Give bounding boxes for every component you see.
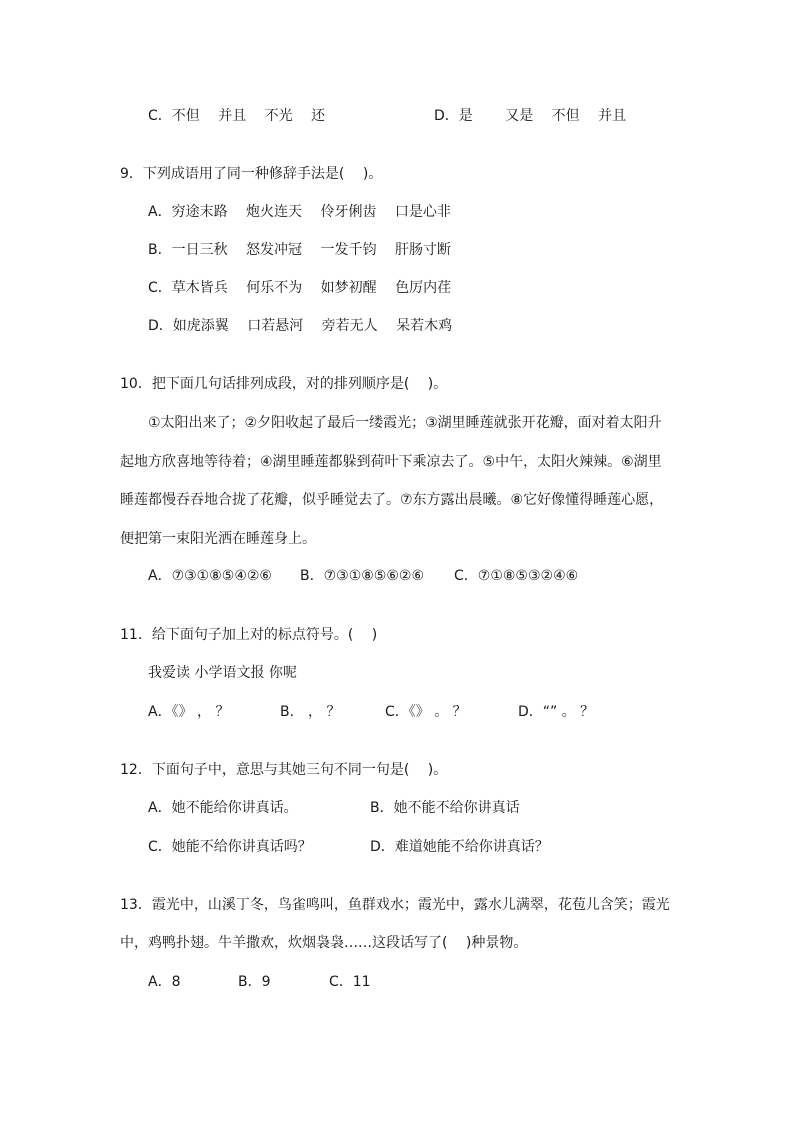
q10-passage-line: 睡莲都慢吞吞地合拢了花瓣，似乎睡觉去了。⑦东方露出晨曦。⑧它好像懂得睡莲心愿， xyxy=(120,492,664,508)
q10-passage-line: ①太阳出来了；②夕阳收起了最后一缕霞光；③湖里睡莲就张开花瓣，面对着太阳升 xyxy=(120,415,662,431)
q12-options-row2 xyxy=(148,837,628,857)
q10-passage xyxy=(120,404,680,558)
q13-option-a: A．8 xyxy=(148,974,181,990)
q11-option-c: C．《》 。 ？ xyxy=(385,704,467,720)
q13-stem-line1: 13．霞光中，山溪丁冬，鸟雀鸣叫，鱼群戏水；霞光中，露水儿满翠，花苞儿含笑；霞光 xyxy=(120,897,670,913)
q11-stem: 11．给下面句子加上对的标点符号。( ) xyxy=(120,627,378,643)
q13-options xyxy=(148,972,448,992)
q12-option-a: A．她不能给你讲真话。 xyxy=(148,800,298,816)
q11-option-d: D．“” 。 ？ xyxy=(518,704,595,720)
q10-stem: 10．把下面几句话排列成段，对的排列顺序是( )。 xyxy=(120,376,448,392)
q9-option-a: A．穷途末路 炮火连天 伶牙俐齿 口是心非 xyxy=(148,204,451,220)
q8-option-d: D．是 又是 不但 并且 xyxy=(434,108,627,124)
q12-option-d: D．难道她能不给你讲真话？ xyxy=(370,839,549,855)
q10-option-c: C．⑦①⑧⑤③②④⑥ xyxy=(454,568,579,584)
q11-options xyxy=(148,702,628,722)
q11-sentence: 我爱读 小学语文报 你呢 xyxy=(148,665,297,681)
q8-options xyxy=(148,106,688,126)
q11-option-b: B． ， ？ xyxy=(280,704,341,720)
q9-option-c: C．草木皆兵 何乐不为 如梦初醒 色厉内荏 xyxy=(148,280,452,296)
q12-options-row1 xyxy=(148,798,628,818)
q13-option-c: C．11 xyxy=(329,974,371,990)
q10-option-a: A．⑦③①⑧⑤④②⑥ xyxy=(148,568,272,584)
q9-stem: 9．下列成语用了同一种修辞手法是( )。 xyxy=(120,166,383,182)
q13-stem-line2: 中，鸡鸭扑翅。牛羊撒欢，炊烟袅袅……这段话写了( )种景物。 xyxy=(120,935,528,951)
q12-option-c: C．她能不给你讲真话吗？ xyxy=(148,839,312,855)
q8-option-c: C．不但 并且 不光 还 xyxy=(148,108,326,124)
q10-option-b: B．⑦③①⑧⑤⑥②⑥ xyxy=(300,568,425,584)
q11-option-a: A．《》 ， ？ xyxy=(148,704,230,720)
q12-option-b: B．她不能不给你讲真话 xyxy=(370,800,520,816)
q10-options xyxy=(148,566,579,586)
q9-option-d: D．如虎添翼 口若悬河 旁若无人 呆若木鸡 xyxy=(148,318,453,334)
q13-option-b: B．9 xyxy=(238,974,271,990)
q12-stem: 12．下面句子中，意思与其她三句不同一句是( )。 xyxy=(120,762,448,778)
q10-passage-line: 便把第一束阳光洒在睡莲身上。 xyxy=(120,530,316,547)
q10-passage-line: 起地方欣喜地等待着；④湖里睡莲都躲到荷叶下乘凉去了。⑤中午，太阳火辣辣。⑥湖里 xyxy=(120,453,662,470)
q9-option-b: B．一日三秋 怒发冲冠 一发千钧 肝肠寸断 xyxy=(148,242,451,258)
